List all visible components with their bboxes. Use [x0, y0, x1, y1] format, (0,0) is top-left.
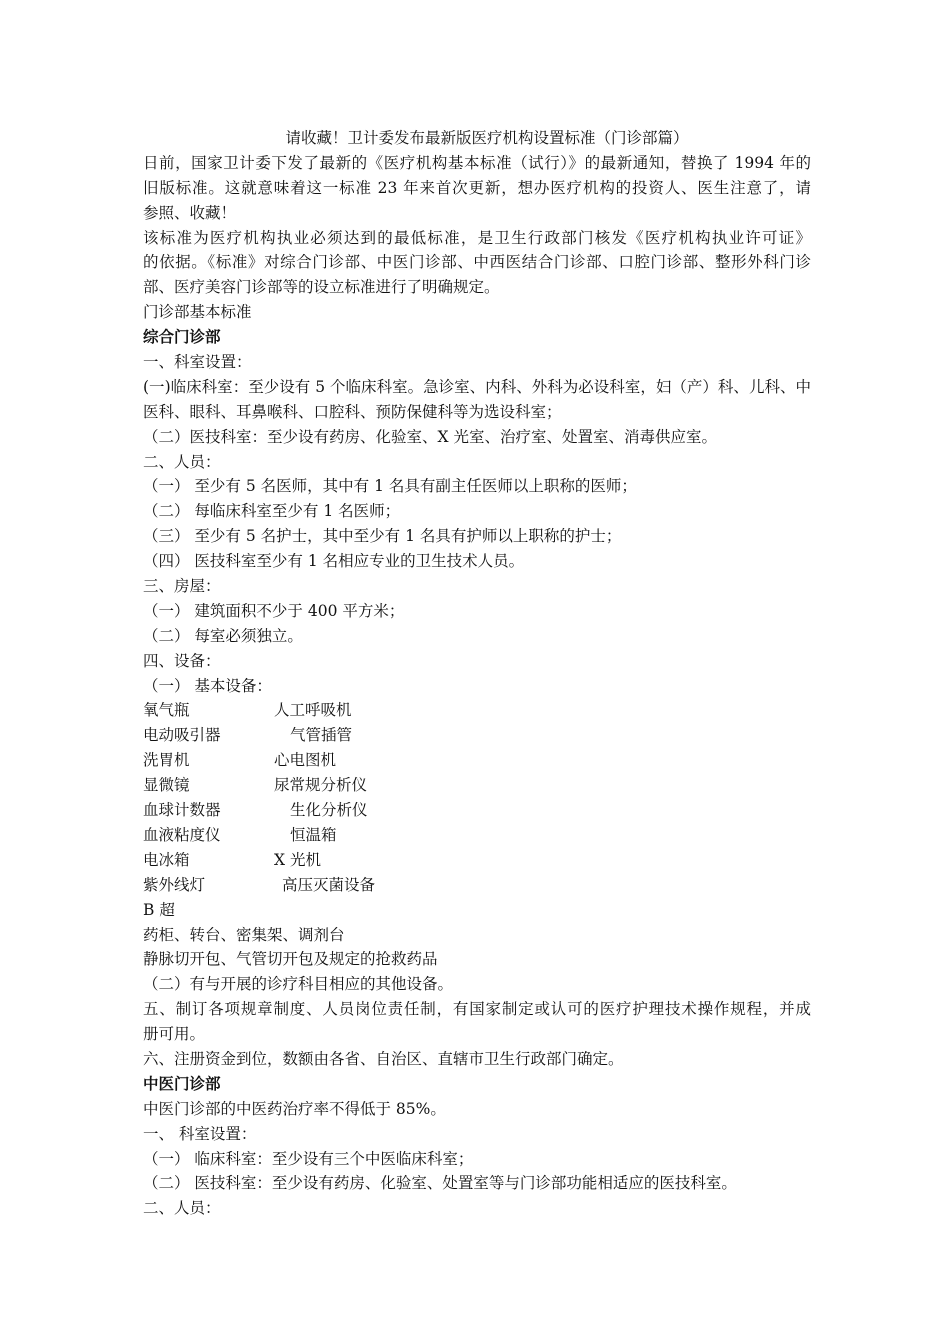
clause-item: （二） 医技科室：至少设有药房、化验室、处置室等与门诊部功能相适应的医技科室。 — [143, 1174, 737, 1193]
clause-item: （一） 建筑面积不少于 400 平方米； — [143, 601, 405, 620]
clause-line: 医科、眼科、耳鼻喉科、口腔科、预防保健科等为选设科室； — [143, 402, 562, 421]
clause-heading: 一、科室设置： — [143, 353, 252, 372]
clause-heading: 二、人员： — [143, 1199, 221, 1218]
equipment-row — [143, 723, 811, 748]
clause-item: （一） 至少有 5 名医师，其中有 1 名具有副主任医师以上职称的医师； — [143, 477, 637, 496]
equipment-row — [143, 823, 811, 848]
document-title: 请收藏！卫计委发布最新版医疗机构设置标准（门诊部篇） — [285, 129, 689, 147]
equipment-line: B 超 — [143, 900, 175, 919]
equipment-name: 显微镜 — [143, 776, 190, 795]
equipment-name: 电动吸引器 — [143, 726, 221, 745]
equipment-name: X 光机 — [274, 850, 321, 869]
equipment-row — [143, 848, 811, 873]
equipment-name: 恒温箱 — [290, 825, 337, 844]
clause-line: 六、注册资金到位，数额由各省、自治区、直辖市卫生行政部门确定。 — [143, 1049, 624, 1068]
clause-line: （二）医技科室：至少设有药房、化验室、X 光室、治疗室、处置室、消毒供应室。 — [143, 427, 717, 446]
clause-item: （二）有与开展的诊疗科目相应的其他设备。 — [143, 975, 454, 994]
equipment-name: 高压灭菌设备 — [282, 875, 376, 894]
clause-item: （一） 临床科室：至少设有三个中医临床科室； — [143, 1149, 474, 1168]
clause-item: （四） 医技科室至少有 1 名相应专业的卫生技术人员。 — [143, 552, 525, 571]
equipment-line: 静脉切开包、气管切开包及规定的抢救药品 — [143, 950, 438, 969]
equipment-row — [143, 873, 811, 898]
clause-line: 五、制订各项规章制度、人员岗位责任制，有国家制定或认可的医疗护理技术操作规程，并成 — [143, 1000, 811, 1019]
equipment-name: 洗胃机 — [143, 751, 190, 770]
clause-line: 中医门诊部的中医药治疗率不得低于 85%。 — [143, 1099, 446, 1118]
clause-item: （二） 每室必须独立。 — [143, 626, 303, 645]
clause-item: （一） 基本设备： — [143, 676, 272, 695]
equipment-row — [143, 798, 811, 823]
equipment-name: 尿常规分析仪 — [274, 776, 368, 795]
intro-paragraph-line: 该标准为医疗机构执业必须达到的最低标准，是卫生行政部门核发《医疗机构执业许可证》 — [143, 228, 811, 247]
equipment-name: 紫外线灯 — [143, 875, 206, 894]
clause-item: （二） 每临床科室至少有 1 名医师； — [143, 502, 401, 521]
document-body — [143, 126, 811, 1221]
clause-heading: 四、设备： — [143, 651, 221, 670]
equipment-name: 血球计数器 — [143, 801, 221, 820]
equipment-name: 气管插管 — [290, 726, 353, 745]
intro-paragraph-line: 的依据。《标准》对综合门诊部、中医门诊部、中西医结合门诊部、口腔门诊部、整形外科门诊 — [143, 253, 811, 272]
clause-heading: 一、 科室设置： — [143, 1124, 257, 1143]
subsection-heading: 中医门诊部 — [143, 1073, 221, 1093]
equipment-row — [143, 698, 811, 723]
clause-line: (一)临床科室：至少设有 5 个临床科室。急诊室、内科、外科为必设科室，妇（产）科、儿科、中 — [143, 377, 811, 396]
clause-item: （三） 至少有 5 名护士，其中至少有 1 名具有护师以上职称的护士； — [143, 527, 622, 546]
intro-paragraph-line: 日前，国家卫计委下发了最新的《医疗机构基本标准（试行）》的最新通知，替换了 1994 年的 — [143, 153, 811, 172]
intro-paragraph-line: 部、医疗美容门诊部等的设立标准进行了明确规定。 — [143, 278, 500, 297]
intro-paragraph-line: 参照、收藏！ — [143, 203, 237, 222]
equipment-name: 生化分析仪 — [290, 801, 368, 820]
equipment-name: 人工呼吸机 — [274, 701, 352, 720]
equipment-name: 电冰箱 — [143, 850, 190, 869]
equipment-line: 药柜、转台、密集架、调剂台 — [143, 925, 345, 944]
clause-heading: 二、人员： — [143, 452, 221, 471]
subsection-heading: 综合门诊部 — [143, 327, 221, 347]
equipment-name: 氧气瓶 — [143, 701, 190, 720]
clause-line: 册可用。 — [143, 1025, 206, 1044]
equipment-row — [143, 773, 811, 798]
equipment-row — [143, 748, 811, 773]
clause-heading: 三、房屋： — [143, 577, 221, 596]
equipment-name: 心电图机 — [274, 751, 337, 770]
section-heading: 门诊部基本标准 — [143, 303, 252, 322]
intro-paragraph-line: 旧版标准。这就意味着这一标准 23 年来首次更新，想办医疗机构的投资人、医生注意了，请 — [143, 178, 811, 197]
equipment-name: 血液粘度仪 — [143, 825, 221, 844]
